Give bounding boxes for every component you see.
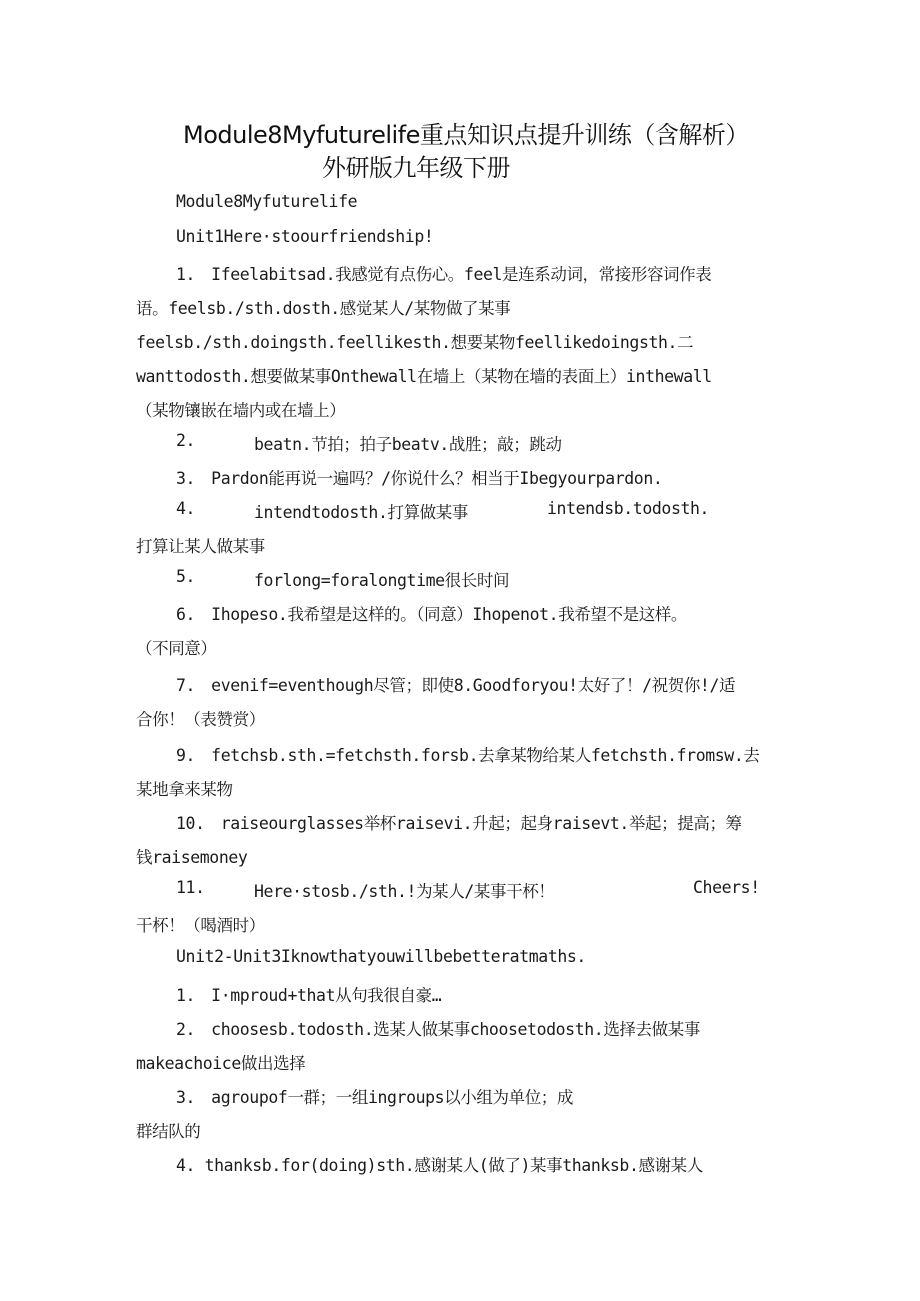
item-3: 3. Pardon能再说一遍吗？/你说什么？相当于Ibegyourpardon.: [176, 469, 663, 488]
document-title-line-1: Module8Myfuturelife重点知识点提升训练（含解析）: [183, 121, 749, 149]
item-4-line-2: 打算让某人做某事: [136, 537, 265, 556]
unit2-item-3-line-1: 3. agroupof一群；一组ingroups以小组为单位；成: [176, 1088, 574, 1107]
item-6-line-1: 6. Ihopeso.我希望是这样的。（同意）Ihopenot.我希望不是这样。: [176, 605, 687, 624]
item-9-line-1: 9. fetchsb.sth.=fetchsth.forsb.去拿某物给某人fetchsth.fromsw.去: [176, 746, 760, 765]
item-11-text: Here·stosb./sth.!为某人/某事干杯！: [254, 882, 555, 901]
item-7-line-1: 7. evenif=eventhough尽管；即使8.Goodforyou!太好了！/祝贺你!/适: [176, 676, 736, 695]
item-1-line-1: 1. Ifeelabitsad.我感觉有点伤心。feel是连系动词，常接形容词作表: [176, 265, 712, 284]
item-6-line-2: （不同意）: [136, 639, 217, 658]
unit2-item-2-line-2: makeachoice做出选择: [136, 1054, 306, 1073]
item-2-number: 2.: [176, 431, 196, 450]
unit2-item-2-line-1: 2. choosesb.todosth.选某人做某事choosetodosth.选择去做某事: [176, 1020, 700, 1039]
item-1-line-3: feelsb./sth.doingsth.feellikesth.想要某物feellikedoingsth.二: [136, 333, 694, 352]
module-heading: Module8Myfuturelife: [176, 192, 358, 211]
unit2-item-3-line-2: 群结队的: [136, 1122, 201, 1141]
item-11-cheers: Cheers!: [693, 878, 760, 897]
item-10-line-1: 10. raiseourglasses举杯raisevi.升起；起身raisevt.举起；提高；筹: [176, 814, 742, 833]
item-4-text-a: intendtodosth.打算做某事: [254, 503, 468, 522]
item-4-number: 4.: [176, 499, 196, 518]
item-2-text: beatn.节拍；拍子beatv.战胜；敲；跳动: [254, 435, 562, 454]
item-9-line-2: 某地拿来某物: [136, 780, 233, 799]
item-1-line-5: （某物镶嵌在墙内或在墙上）: [136, 401, 346, 420]
item-10-line-2: 钱raisemoney: [136, 848, 248, 867]
unit2-3-heading: Unit2-Unit3Iknowthatyouwillbebetteratmaths.: [176, 947, 586, 966]
unit1-heading: Unit1Here·stoourfriendship!: [176, 227, 434, 246]
unit2-item-1: 1. I·mproud+that从句我很自豪…: [176, 986, 442, 1005]
item-5-number: 5.: [176, 567, 196, 586]
item-7-line-2: 合你！（表赞赏）: [136, 710, 265, 729]
item-1-line-2: 语。feelsb./sth.dosth.感觉某人/某物做了某事: [136, 299, 511, 318]
item-11-number: 11.: [176, 878, 205, 897]
item-4-text-b: intendsb.todosth.: [547, 499, 710, 518]
item-1-line-4: wanttodosth.想要做某事Onthewall在墙上（某物在墙的表面上）inthewall: [136, 367, 712, 386]
document-title-line-2: 外研版九年级下册: [322, 154, 510, 182]
unit2-item-4: 4. thanksb.for(doing)sth.感谢某人(做了)某事thanksb.感谢某人: [176, 1156, 703, 1175]
item-11-line-2: 干杯！（喝酒时）: [136, 916, 265, 935]
item-5-text: forlong=foralongtime很长时间: [254, 571, 510, 590]
